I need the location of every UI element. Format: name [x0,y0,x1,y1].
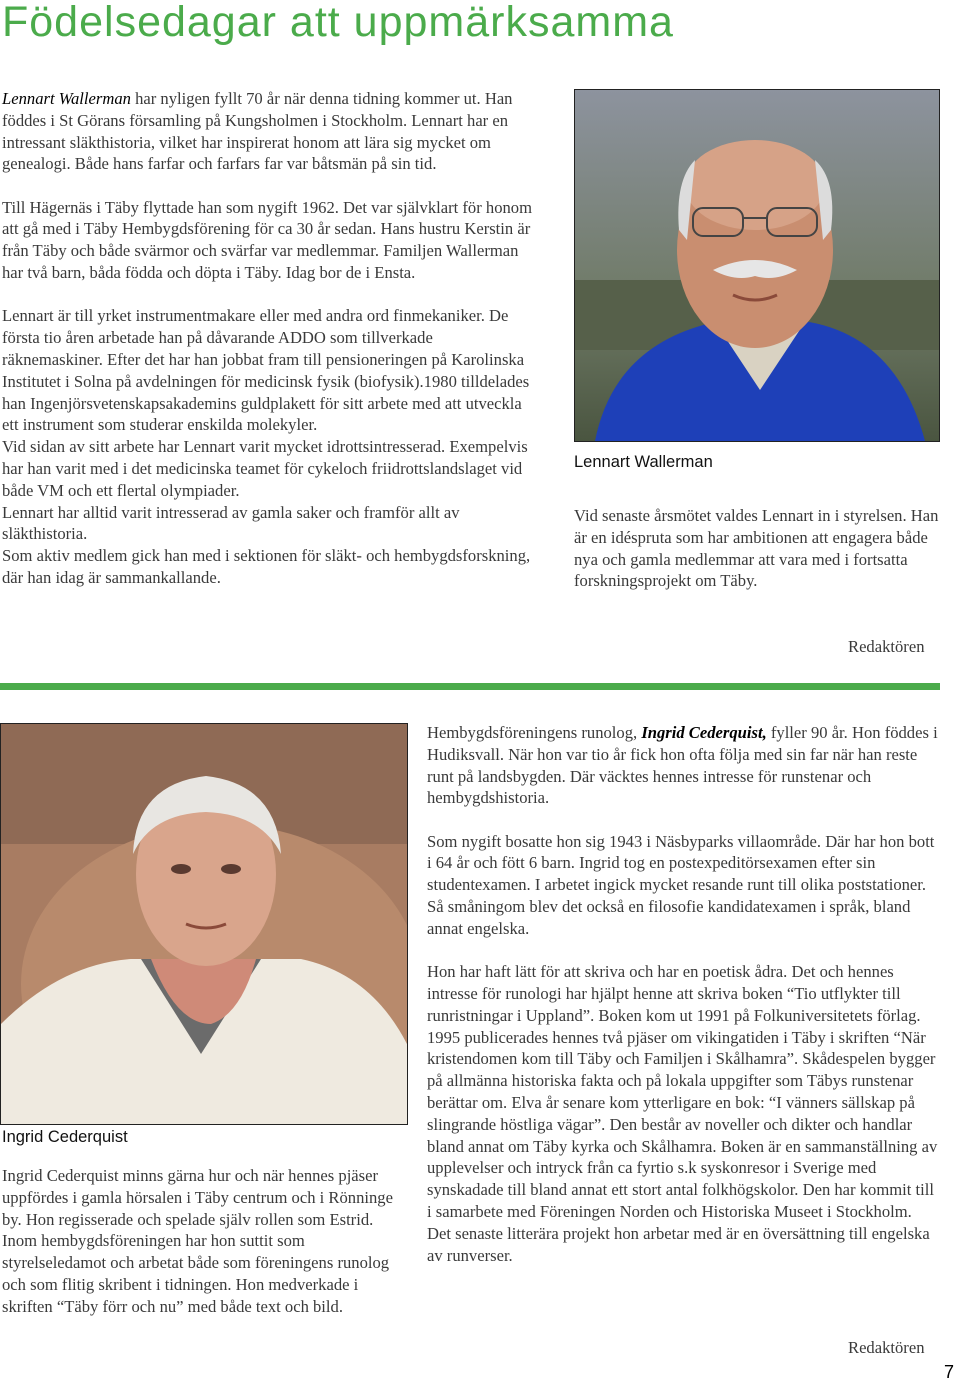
paragraph: Hon har haft lätt för att skriva och har en poetisk ådra. Det och hennes intresse för runologi har hjälpt henne att skriva boken “Tio utflykter till runristningar i Uppland”. Boken kom ut 1991 på Folkuniversitetets förlag. 1995 publicerades hennes två pjäser om vikingatiden i Täby i skriften “När kristendomen kom till Täby och Familjen i Skålhamra”. Skådespelen bygger på allmänna historiska fakta och på lokala uppgifter som Täbys runstenar berättar om. Elva år senare kom ytterligare en bok: “I vänners sällskap på slingrande höstliga vägar”. Den består av noveller och dikter och handlar bland annat om Täby kyrka och Skålhamra. Boken är en sammanställning av upplevelser och intryck från ca fyrtio s.k syskonresor i Sverige med synskadade till bland annat ett stort antal folkhögskolor. Den har kommit till i samarbete med Föreningen Norden och Historiska Museet i Stockholm. Det senaste litterära projekt hon arbetar med är en översättning till engelska av runverser. [427,962,938,1265]
photo-caption: Lennart Wallerman [574,453,713,471]
article-lennart-sidebar [574,505,940,592]
paragraph: Lennart Wallerman har nyligen fyllt 70 år när denna tidning kommer ut. Han föddes i St Görans församling på Kungsholmen i Stockholm. Lennart har en intressant släkthistoria, vilket har inspirerat honom att lära sig mycket om genealogi. Både hans farfar och farfars far var båtsmän på sin tid. [2,89,513,174]
signature: Redaktören [848,1338,925,1357]
portrait-photo-lennart [574,89,940,442]
paragraph: Till Hägernäs i Täby flyttade han som nygift 1962. Det var självklart för honom att gå med i Täby Hembygdsförening för ca 30 år sedan. Hans hustru Kerstin är från Täby och både svärmor och svärfar var medlemmar. Familjen Wallerman har två barn, båda födda och döpta i Täby. Idag bor de i Ensta. [2,197,532,283]
article-lennart-text [2,88,532,589]
portrait-image [575,90,939,441]
paragraph: Vid senaste årsmötet valdes Lennart in i styrelsen. Han är en idéspruta som har ambitionen att engagera både nya och gamla medlemmar att vara med i fortsatta forskningsprojekt om Täby. [574,506,939,591]
person-name: Lennart Wallerman [2,89,131,108]
person-name: Ingrid Cederquist, [641,723,767,742]
paragraph: Hembygdsföreningens runolog, Ingrid Cederquist, fyller 90 år. Hon föddes i Hudiksvall. När hon var tio år fick hon ofta följa med sin far när han reste runt på landsbygden. Där väcktes hennes intresse för runstenar och hembygdshistoria. [427,723,938,808]
page-title: Födelsedagar att uppmärksamma [2,0,674,46]
paragraph: Lennart har alltid varit intresserad av gamla saker och framför allt av släkthistoria. [2,502,460,544]
paragraph: Vid sidan av sitt arbete har Lennart varit mycket idrottsintresserad. Exempelvis har han varit med i det medicinska teamet för cykeloch friidrottslandslaget vid både VM och ett flertal olympiader. [2,437,528,500]
section-divider [0,683,940,690]
portrait-image [1,724,407,1124]
article-ingrid-text [427,722,939,1266]
photo-caption: Ingrid Cederquist [2,1128,128,1146]
article-ingrid-left-text [2,1165,406,1318]
paragraph: Som nygift bosatte hon sig 1943 i Näsbyparks villaområde. Där har hon bott i 64 år och fött 6 barn. Ingrid tog en postexpeditörsexamen efter sin studentexamen. I arbetet ingick mycket resande runt till olika poststationer. Så småningom blev det också en filosofie kandidatexamen i språk, bland annat engelska. [427,831,935,938]
paragraph: Som aktiv medlem gick han med i sektionen för släkt- och hembygdsforskning, där han idag är sammankallande. [2,546,531,587]
page-number: 7 [944,1362,955,1382]
paragraph: Ingrid Cederquist minns gärna hur och när hennes pjäser uppfördes i gamla hörsalen i Täby centrum och i Rönninge by. Hon regisserade och spelade själv rollen som Estrid. Inom hembygdsföreningen har hon suttit som styrelseledamot och arbetat både som föreningens runolog och som flitig skribent i tidningen. Hon medverkade i skriften “Täby förr och nu” med både text och bild. [2,1166,393,1316]
paragraph: Lennart är till yrket instrumentmakare eller med andra ord finmekaniker. De första tio åren arbetade han på dåvarande ADDO som tillverkade räknemaskiner. Efter det har han jobbat fram till pensioneringen på Karolinska Institutet i Solna på avdelningen för medicinsk fysik (biofysik).1980 tilldelades han Ingenjörsvetenskapsakademins guldplakett för sitt arbete med att utveckla ett instrument som studerar enskilda molekyler. [2,306,530,435]
portrait-photo-ingrid [0,723,408,1125]
signature: Redaktören [848,637,925,656]
